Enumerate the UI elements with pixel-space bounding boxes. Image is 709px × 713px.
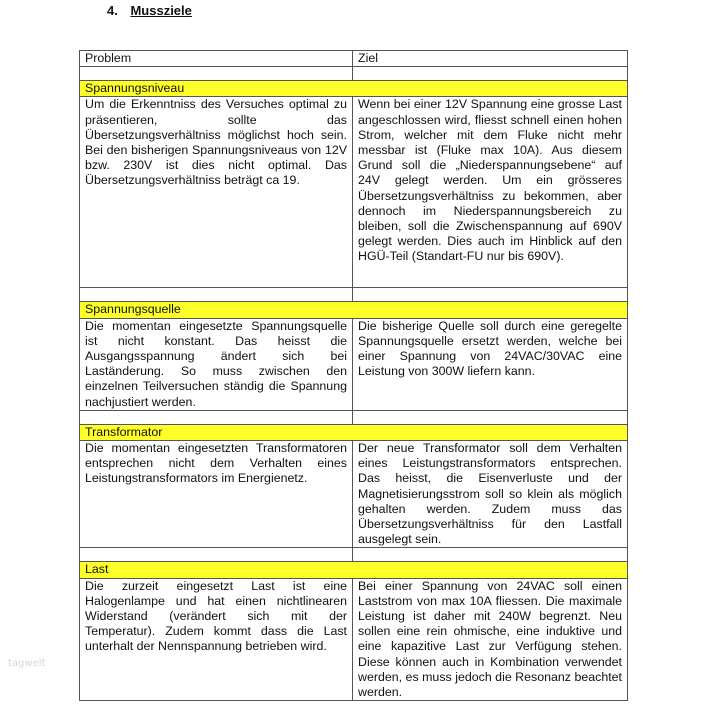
section-number: 4. [107,3,118,18]
section-row-last [80,562,628,578]
section-row-transformator [80,424,628,440]
section-title: Mussziele [130,3,192,18]
problem-cell: Die momentan eingesetzte Spannungsquelle ist nicht konstant. Das heisst die Ausgangsspannung ändert sich bei Laständerung. So muss zwischen den einzelnen Teilversuchen ständig die Spannung nachjustiert werden. [80,318,353,410]
column-header-goal: Ziel [353,51,628,67]
watermark: tagwelt [8,658,46,669]
section-label: Last [80,562,628,578]
section-label: Transformator [80,424,628,440]
section-label: Spannungsniveau [80,81,628,97]
problem-cell: Um die Erkenntniss des Versuches optimal zu präsentieren, sollte das Übersetzungsverhältniss möglichst hoch sein. Bei den bisherigen Spannungsniveaus von 12V bzw. 230V ist dies nicht optimal. Das Übersetzungsverhältniss beträgt ca 19. [80,97,353,288]
problem-cell: Die momentan eingesetzten Transformatoren entsprechen nicht dem Verhalten eines Leistungstransformators im Energienetz. [80,441,353,548]
goal-cell: Wenn bei einer 12V Spannung eine grosse Last angeschlossen wird, fliesst schnell einen hohen Strom, welcher mit dem Fluke nicht mehr messbar ist (Fluke max 10A). Aus diesem Grund soll die „Niederspannungsebene“ auf 24V gelegt werden. Um ein grösseres Übersetzungsverhältniss zu bekommen, aber dennoch im Niederspannungsbereich zu bleiben, soll die Zwischenspannung auf 690V gelegt werden. Dies auch im Hinblick auf den HGÜ-Teil (Standart-FU nur bis 690V). [353,97,628,288]
section-row-spannungsquelle [80,302,628,318]
goal-cell: Bei einer Spannung von 24VAC soll einen Laststrom von max 10A fliessen. Die maximale Leistung ist daher mit 240W begrenzt. Neu sollen eine rein ohmische, eine induktive und eine kapazitive Last zur Verfügung stehen. Diese können auch in Kombination verwendet werden, es muss jedoch die Resonanz beachtet werden. [353,578,628,701]
goal-cell: Die bisherige Quelle soll durch eine geregelte Spannungsquelle ersetzt werden, welche bei einer Spannung von 24VAC/30VAC eine Leistung von 300W liefern kann. [353,318,628,410]
table-row [80,441,628,548]
problem-cell: Die zurzeit eingesetzt Last ist eine Halogenlampe und hat einen nichtlinearen Widerstand (verändert sich mit der Temperatur). Zudem kommt dass die Last unterhalt der Nennspannung betrieben wird. [80,578,353,701]
goal-cell: Der neue Transformator soll dem Verhalten eines Leistungstransformators entsprechen. Das heisst, die Eisenverluste und der Magnetisierungsstrom soll so klein als möglich gehalten werden. Zudem muss das Übersetzungsverhältniss für den Lastfall ausgelegt sein. [353,441,628,548]
requirements-table [79,50,628,701]
column-header-problem: Problem [80,51,353,67]
section-label: Spannungsquelle [80,302,628,318]
section-row-spannungsniveau [80,81,628,97]
spacer-row [80,548,628,562]
table-header-row [80,51,628,67]
spacer-row [80,67,628,81]
table-row [80,578,628,701]
section-heading [107,3,192,18]
table-row [80,318,628,410]
spacer-row [80,410,628,424]
spacer-row [80,288,628,302]
table-row [80,97,628,288]
